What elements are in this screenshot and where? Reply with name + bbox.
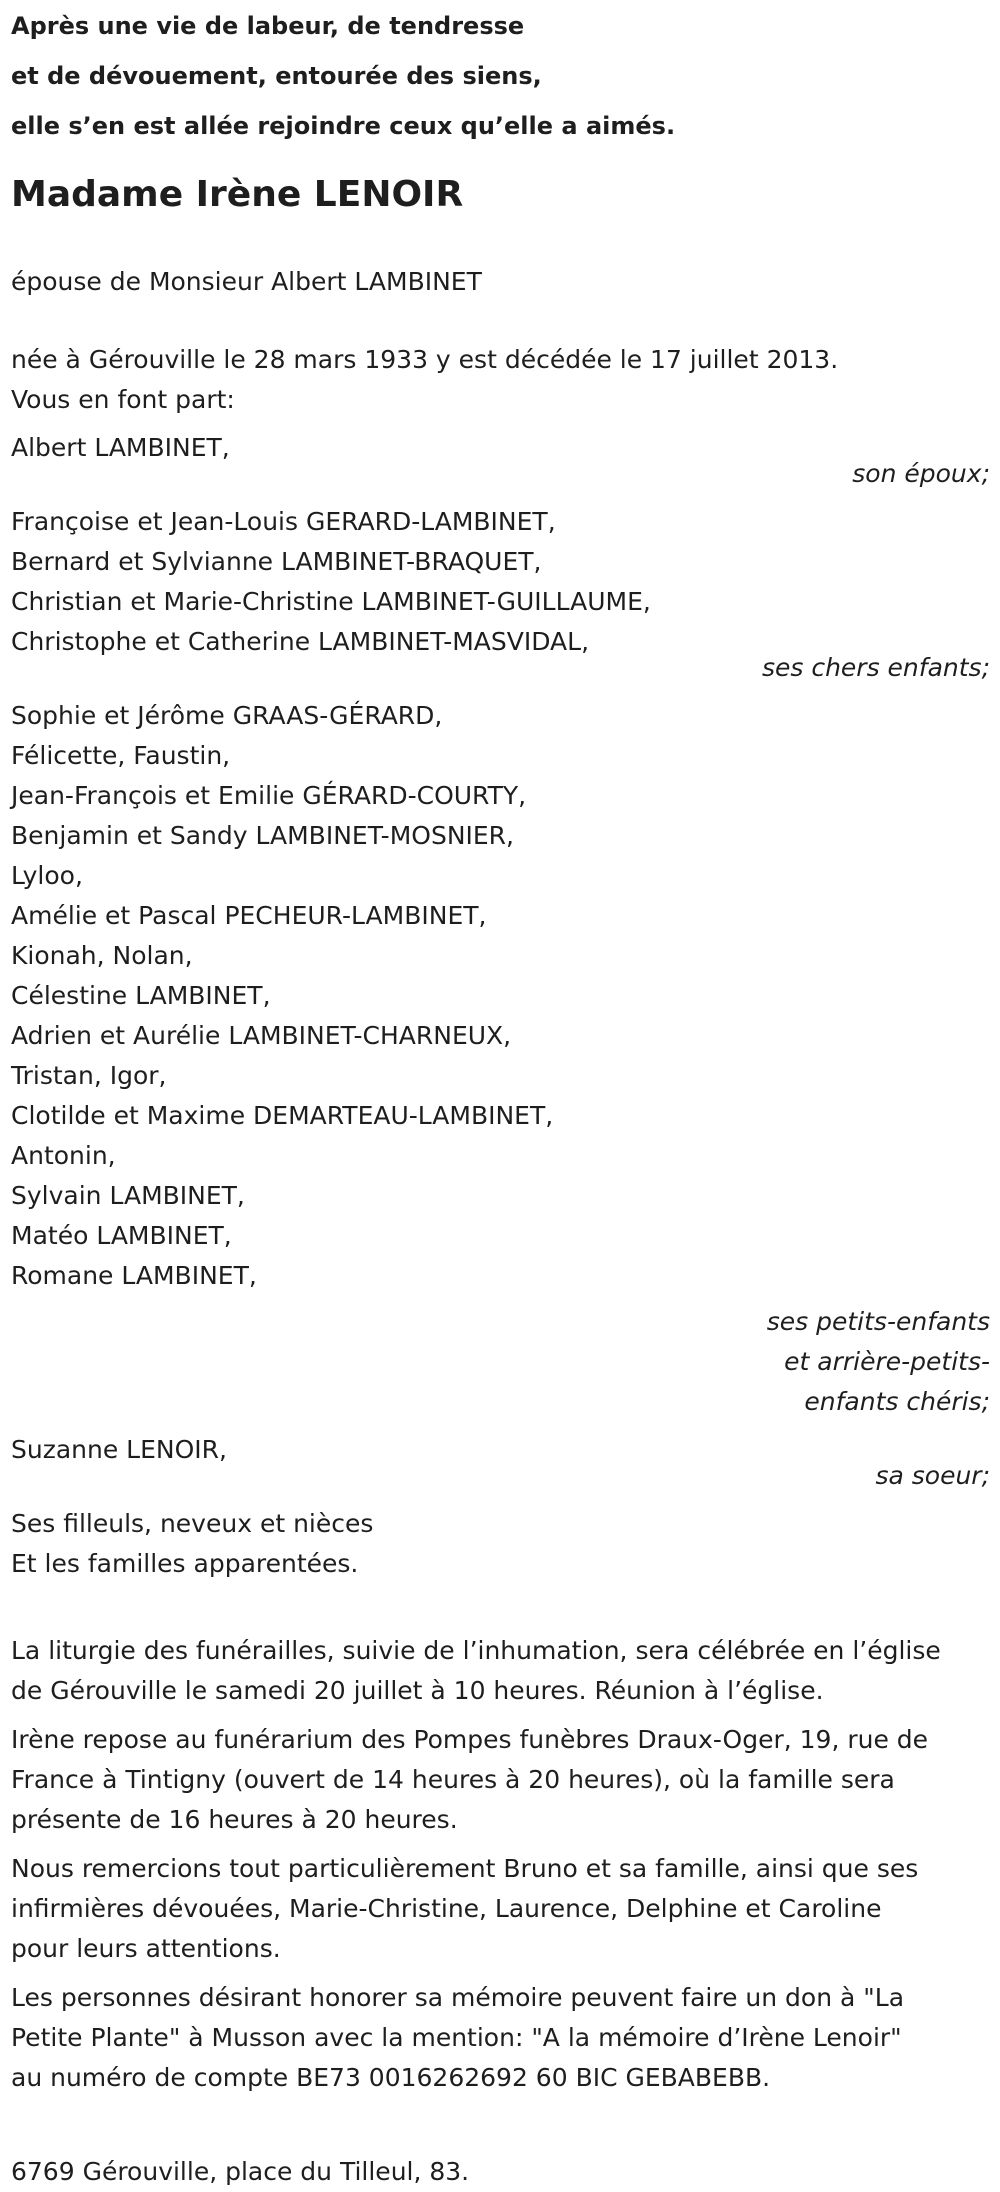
relatives-block — [11, 1504, 991, 1584]
intro-text — [11, 0, 991, 151]
donation-paragraph — [11, 1978, 991, 2098]
family-member: Clotilde et Maxime DEMARTEAU-LAMBINET, — [11, 1101, 554, 1130]
paragraph-line: Petite Plante" à Musson avec la mention: "A la mémoire d’Irène Lenoir" — [11, 2023, 902, 2052]
address-line: 6769 Gérouville, place du Tilleul, 83. — [11, 2157, 470, 2186]
thanks-paragraph — [11, 1849, 991, 1969]
family-member: Romane LAMBINET, — [11, 1261, 257, 1290]
relatives-line: Ses filleuls, neveux et nièces — [11, 1509, 374, 1538]
paragraph-line: France à Tintigny (ouvert de 14 heures à 20 heures), où la famille sera — [11, 1765, 895, 1794]
family-member: Suzanne LENOIR, — [11, 1435, 227, 1464]
relation-label-line: ses petits-enfants — [766, 1307, 990, 1336]
family-member: Lyloo, — [11, 861, 83, 890]
family-member: Félicette, Faustin, — [11, 741, 231, 770]
spouse-line: épouse de Monsieur Albert LAMBINET — [11, 267, 482, 296]
paragraph-line: Nous remercions tout particulièrement Bruno et sa famille, ainsi que ses — [11, 1854, 919, 1883]
paragraph-line: La liturgie des funérailles, suivie de l’inhumation, sera célébrée en l’église — [11, 1636, 941, 1665]
family-member: Tristan, Igor, — [11, 1061, 167, 1090]
family-member: Célestine LAMBINET, — [11, 981, 271, 1010]
intro-line: et de dévouement, entourée des siens, — [11, 62, 542, 90]
family-member: Amélie et Pascal PECHEUR-LAMBINET, — [11, 901, 487, 930]
paragraph-line: de Gérouville le samedi 20 juillet à 10 heures. Réunion à l’église. — [11, 1676, 824, 1705]
intro-line: elle s’en est allée rejoindre ceux qu’elle a aimés. — [11, 112, 676, 140]
relation-label-line: et arrière-petits- — [784, 1347, 990, 1376]
funerarium-paragraph — [11, 1720, 991, 1840]
family-member: Bernard et Sylvianne LAMBINET-BRAQUET, — [11, 547, 542, 576]
relation-label: ses chers enfants; — [761, 653, 990, 682]
funeral-paragraph — [11, 1631, 991, 1711]
paragraph-line: Les personnes désirant honorer sa mémoire peuvent faire un don à "La — [11, 1983, 905, 2012]
family-member: Sophie et Jérôme GRAAS-GÉRARD, — [11, 701, 443, 730]
birth-line: née à Gérouville le 28 mars 1933 y est décédée le 17 juillet 2013. — [11, 345, 839, 374]
notice-content — [11, 0, 991, 2192]
family-member: Kionah, Nolan, — [11, 941, 193, 970]
relation-label — [11, 1302, 991, 1422]
relatives-line: Et les familles apparentées. — [11, 1549, 359, 1578]
grandchildren-group — [11, 696, 991, 1422]
paragraph-line: Irène repose au funérarium des Pompes funèbres Draux-Oger, 19, rue de — [11, 1725, 929, 1754]
family-member: Antonin, — [11, 1141, 116, 1170]
paragraph-line: au numéro de compte BE73 0016262692 60 BIC GEBABEBB. — [11, 2063, 771, 2092]
children-group — [11, 502, 991, 688]
family-member: Sylvain LAMBINET, — [11, 1181, 245, 1210]
family-member: Christophe et Catherine LAMBINET-MASVIDAL, — [11, 627, 590, 656]
family-member: Albert LAMBINET, — [11, 433, 230, 462]
spouse-group — [11, 428, 991, 494]
family-member: Françoise et Jean-Louis GERARD-LAMBINET, — [11, 507, 556, 536]
family-member: Matéo LAMBINET, — [11, 1221, 232, 1250]
family-member: Benjamin et Sandy LAMBINET-MOSNIER, — [11, 821, 515, 850]
announce-line: Vous en font part: — [11, 385, 235, 414]
sister-group — [11, 1430, 991, 1496]
paragraph-line: pour leurs attentions. — [11, 1934, 281, 1963]
family-member: Jean-François et Emilie GÉRARD-COURTY, — [11, 781, 527, 810]
relation-label: sa soeur; — [875, 1461, 990, 1490]
relation-label: son époux; — [852, 459, 990, 488]
intro-line: Après une vie de labeur, de tendresse — [11, 12, 525, 40]
paragraph-line: infirmières dévouées, Marie-Christine, Laurence, Delphine et Caroline — [11, 1894, 882, 1923]
family-member: Adrien et Aurélie LAMBINET-CHARNEUX, — [11, 1021, 512, 1050]
family-member: Christian et Marie-Christine LAMBINET-GUILLAUME, — [11, 587, 651, 616]
paragraph-line: présente de 16 heures à 20 heures. — [11, 1805, 458, 1834]
relation-label-line: enfants chéris; — [804, 1387, 990, 1416]
deceased-name: Madame Irène LENOIR — [11, 174, 464, 215]
